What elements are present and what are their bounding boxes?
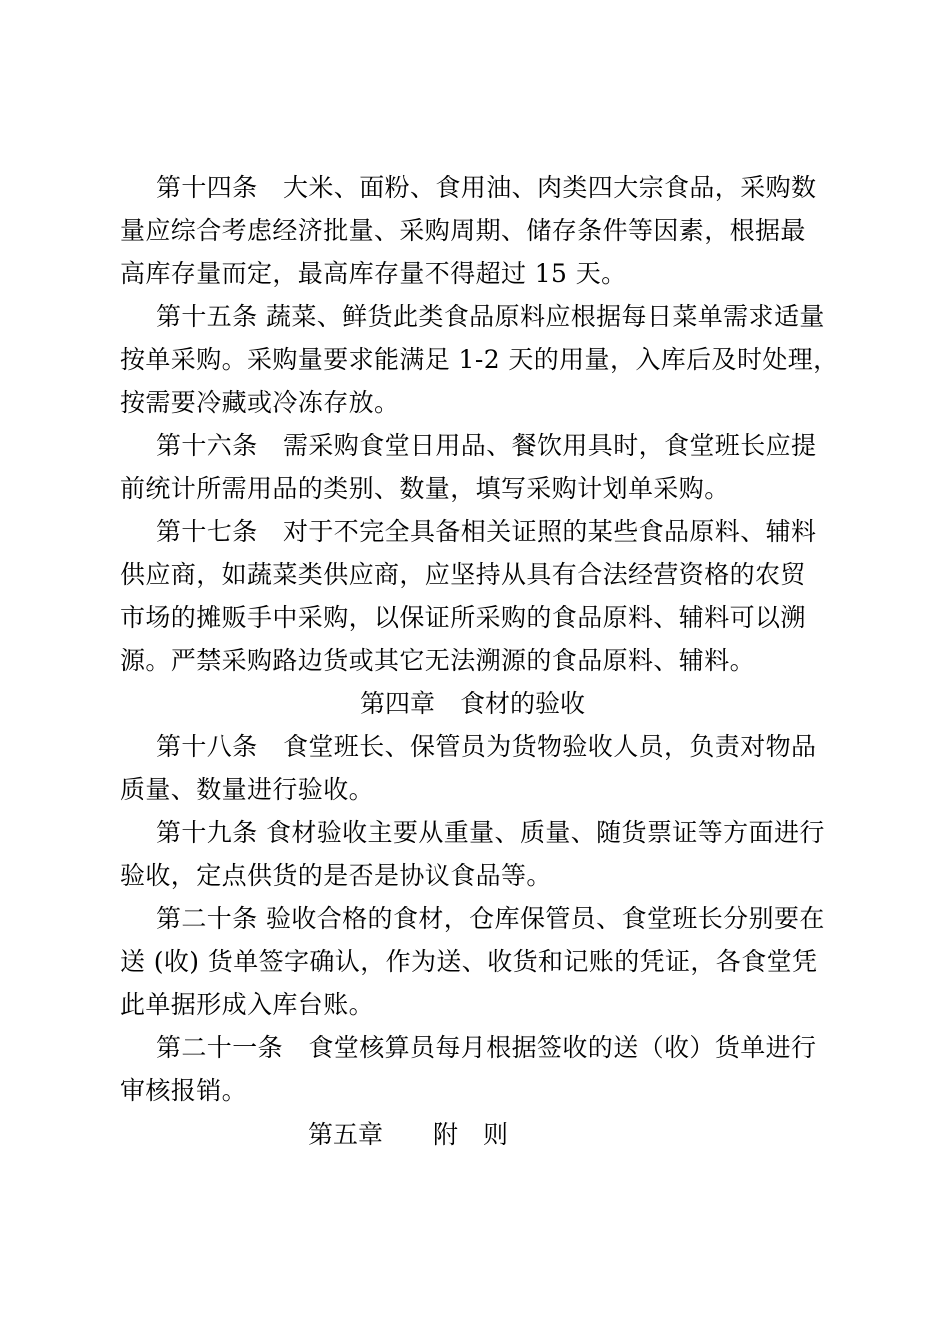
article-line: 验收，定点供货的是否是协议食品等。 — [120, 861, 552, 890]
article-line: 此单据形成入库台账。 — [120, 990, 375, 1019]
article-line: 送 (收) 货单签字确认，作为送、收货和记账的凭证，各食堂凭 — [120, 947, 818, 976]
article-line: 第十八条 食堂班长、保管员为货物验收人员，负责对物品 — [156, 732, 817, 761]
article-line: 第十六条 需采购食堂日用品、餐饮用具时，食堂班长应提 — [156, 431, 817, 460]
article-line: 第二十条 验收合格的食材，仓库保管员、食堂班长分别要在 — [156, 904, 825, 933]
article-line: 按需要冷藏或冷冻存放。 — [120, 388, 400, 417]
article-line: 第二十一条 食堂核算员每月根据签收的送（收）货单进行 — [156, 1033, 817, 1062]
article-line: 按单采购。采购量要求能满足 1-2 天的用量，入库后及时处理， — [120, 345, 839, 374]
article-16 — [120, 424, 832, 510]
chapter-4-heading: 第四章 食材的验收 — [360, 689, 586, 718]
article-line: 第十五条 蔬菜、鲜货此类食品原料应根据每日菜单需求适量 — [156, 302, 825, 331]
article-line: 第十七条 对于不完全具备相关证照的某些食品原料、辅料 — [156, 517, 817, 546]
article-19 — [120, 811, 832, 897]
article-14 — [120, 166, 832, 295]
article-line: 量应综合考虑经济批量、采购周期、储存条件等因素，根据最 — [120, 216, 806, 245]
chapter-5-heading: 第五章 附 则 — [308, 1120, 509, 1149]
article-line: 供应商，如蔬菜类供应商，应坚持从具有合法经营资格的农贸 — [120, 560, 806, 589]
article-line: 前统计所需用品的类别、数量，填写采购计划单采购。 — [120, 474, 730, 503]
article-18 — [120, 725, 832, 811]
article-21 — [120, 1026, 832, 1112]
article-15 — [120, 295, 839, 424]
article-line: 质量、数量进行验收。 — [120, 775, 375, 804]
article-line: 第十九条 食材验收主要从重量、质量、随货票证等方面进行 — [156, 818, 825, 847]
article-line: 第十四条 大米、面粉、食用油、肉类四大宗食品，采购数 — [156, 173, 817, 202]
article-line: 审核报销。 — [120, 1076, 248, 1105]
article-line: 高库存量而定，最高库存量不得超过 15 天。 — [120, 259, 627, 288]
article-17 — [120, 510, 832, 682]
article-20 — [120, 897, 832, 1026]
article-line: 市场的摊贩手中采购，以保证所采购的食品原料、辅料可以溯 — [120, 603, 806, 632]
article-line: 源。严禁采购路边货或其它无法溯源的食品原料、辅料。 — [120, 646, 756, 675]
